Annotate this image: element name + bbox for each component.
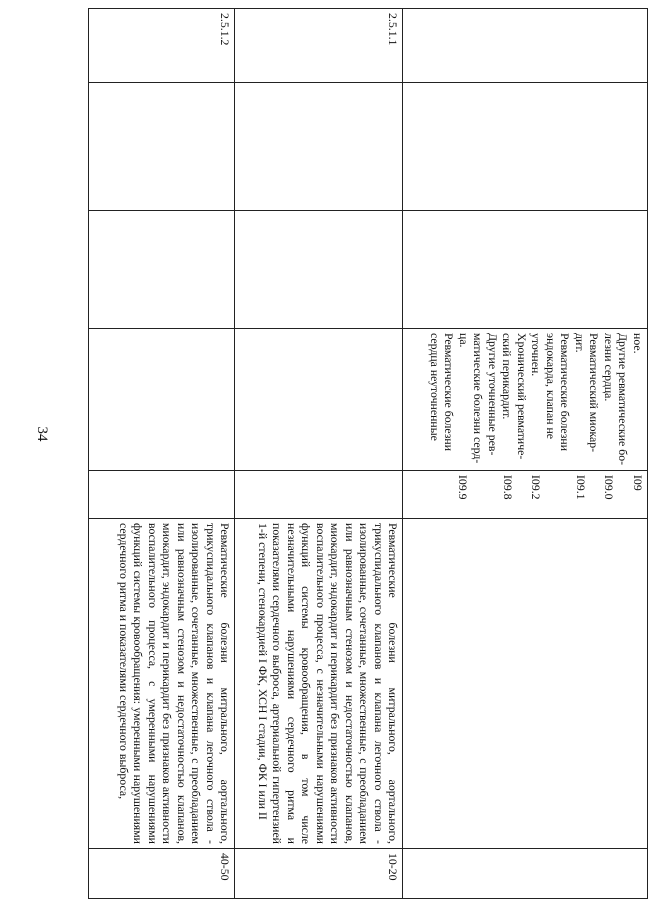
- empty-cell: [235, 329, 403, 471]
- table-row: [403, 9, 648, 899]
- page-number: 34: [34, 426, 50, 442]
- icd-code: I09.2: [529, 475, 544, 500]
- row-code-cell: 2.5.1.1: [235, 9, 403, 83]
- rotated-page-content: [88, 8, 648, 898]
- description-cell: [403, 519, 648, 849]
- disease-name: Другие уточненные рев-матические болезни серд-ца.: [457, 333, 500, 464]
- empty-cell: [403, 211, 648, 329]
- table-row: [235, 9, 403, 899]
- disease-names-cell: [403, 329, 648, 471]
- disability-criteria-table: [88, 8, 648, 899]
- description-cell: Ревматические болезни митрального, аортального, трикуспидального клапанов и клапана легочного ствола - изолированные, сочетанные, множественные, с преобладанием или равнозначным стенозом и недостаточностью клапанов, миокардит, эндокардит и перикардит без признаков активности воспалительного процесса, с умеренными нарушениями функций системы кровообращения: умеренными нарушениями сердечного ритма и показателями сердечного выброса,: [89, 519, 235, 849]
- row-code-cell: 2.5.1.2: [89, 9, 235, 83]
- row-code-cell: [403, 9, 648, 83]
- icd-code: I09.9: [456, 475, 471, 500]
- empty-cell: [235, 471, 403, 519]
- disease-name: Хронический ревматиче-ский перикардит.: [500, 333, 529, 460]
- icd-code: I09.1: [574, 475, 588, 500]
- icd-code: I09: [631, 475, 645, 491]
- disease-name: Ревматический миокар-дит.: [573, 333, 602, 453]
- disease-name: Другие ревматические бо-лезни сердца.: [602, 333, 631, 466]
- empty-cell: [89, 211, 235, 329]
- table-row: [89, 9, 235, 899]
- icd-code: I09.0: [602, 475, 617, 500]
- disease-name: ное.: [631, 333, 645, 354]
- icd-codes-cell: [403, 471, 648, 519]
- disease-name: Ревматические болезни эндокарда, клапан не уточнен.: [529, 333, 573, 452]
- landscape-table-wrapper: [88, 8, 648, 898]
- empty-cell: [403, 83, 648, 211]
- icd-code: I09.8: [501, 475, 515, 500]
- disease-name: Ревматические болезни сердца неуточненные: [428, 333, 457, 452]
- value-cell: [403, 849, 648, 899]
- description-cell: Ревматические болезни митрального, аортального, трикуспидального клапанов и клапана легочного ствола - изолированные, сочетанные, множественные, с преобладанием или равнозначным стенозом и недостаточностью клапанов, миокардит, эндокардит и перикардит без признаков активности воспалительного процесса, с незначительными нарушениями функций системы кровообращения, в том числе незначительными нарушениями сердечного ритма и показателями сердечного выброса, артериальной гипертензией 1-й степени, стенокардией I ФК, ХСН I стадии, ФК I или II: [235, 519, 403, 849]
- empty-cell: [89, 329, 235, 471]
- value-cell: 40-50: [89, 849, 235, 899]
- value-cell: 10-20: [235, 849, 403, 899]
- empty-cell: [89, 83, 235, 211]
- empty-cell: [235, 211, 403, 329]
- empty-cell: [235, 83, 403, 211]
- empty-cell: [89, 471, 235, 519]
